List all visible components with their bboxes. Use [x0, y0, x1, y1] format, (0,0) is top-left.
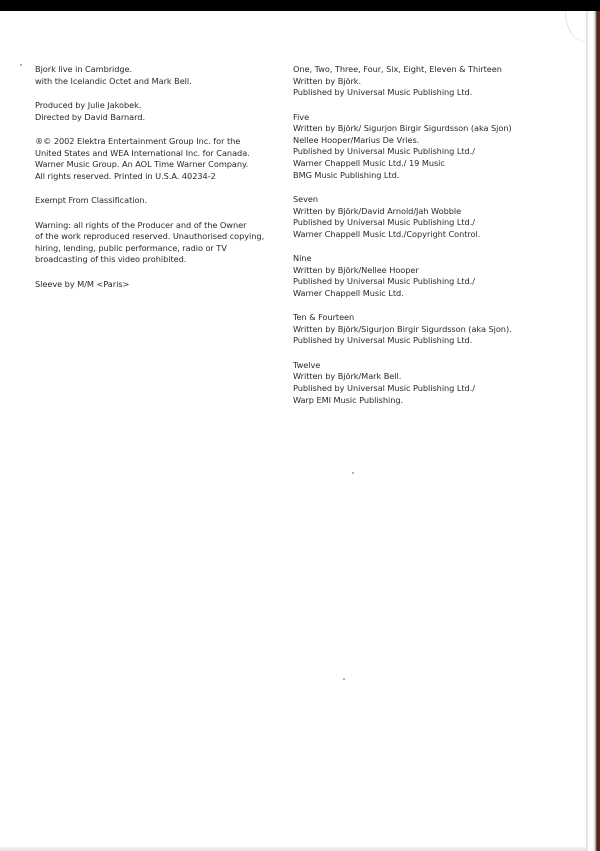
credits-line: Directed by David Barnard.	[35, 111, 146, 122]
credits-line: Warner Chappell Music Ltd./Copyright Control.	[293, 228, 481, 239]
credits-line: BMG Music Publishing Ltd.	[293, 169, 400, 180]
song-credit-block	[293, 360, 563, 406]
song-title: One, Two, Three, Four, Six, Eight, Eleven & Thirteen	[293, 64, 502, 74]
credits-line: Warning: all rights of the Producer and of the Owner	[35, 219, 247, 230]
credits-line: Written by Björk/ Sigurjon Birgir Sigurdsson (aka Sjon)	[293, 123, 512, 134]
credits-line: with the Icelandic Octet and Mark Bell.	[35, 75, 192, 86]
song-credit-block	[293, 112, 563, 182]
credits-line: Published by Universal Music Publishing Ltd./	[293, 276, 475, 287]
credits-line: Written by Björk/Sigurjon Birgir Sigurdsson (aka Sjon).	[293, 323, 512, 334]
paper-corner-fold	[565, 11, 586, 42]
dust-speck	[343, 678, 345, 680]
credits-line: Warner Chappell Music Ltd.	[293, 287, 404, 298]
credits-line: Warp EMI Music Publishing.	[293, 394, 404, 405]
right-songwriting-column	[293, 64, 563, 419]
song-title: Ten & Fourteen	[293, 312, 355, 323]
credits-line: United States and WEA International Inc. for Canada.	[35, 147, 250, 158]
credits-line: Published by Universal Music Publishing Ltd.	[293, 335, 473, 346]
song-credit-block	[293, 64, 563, 99]
classification-paragraph	[35, 195, 275, 207]
credits-line: broadcasting of this video prohibited.	[35, 254, 187, 265]
credits-line: Published by Universal Music Publishing Ltd./	[293, 383, 475, 394]
sleeve-credit-paragraph	[35, 279, 275, 291]
credits-line: Sleeve by M/M <Paris>	[35, 278, 130, 289]
song-credit-block	[293, 312, 563, 347]
warning-paragraph	[35, 220, 275, 266]
credits-line: Written by Björk.	[293, 75, 362, 86]
credits-line: hiring, lending, public performance, radio or TV	[35, 242, 227, 253]
credits-line: Published by Universal Music Publishing Ltd.	[293, 87, 473, 98]
scan-top-edge	[0, 0, 600, 11]
credits-line: Bjork live in Cambridge.	[35, 64, 133, 74]
dust-speck	[20, 64, 22, 66]
scan-right-edge	[586, 11, 600, 851]
credits-line: Nellee Hooper/Marius De Vries.	[293, 134, 420, 145]
credits-line: Warner Music Group. An AOL Time Warner Company.	[35, 159, 249, 170]
song-credit-block	[293, 194, 563, 240]
credits-line: Written by Björk/Mark Bell.	[293, 371, 402, 382]
copyright-paragraph	[35, 136, 275, 182]
song-title: Seven	[293, 193, 319, 204]
credits-paragraph	[35, 100, 275, 123]
song-title: Five	[293, 111, 310, 122]
credits-line: Published by Universal Music Publishing Ltd./	[293, 146, 475, 157]
dust-speck	[352, 472, 354, 474]
credits-line: Written by Björk/David Arnold/Jah Wobble	[293, 205, 462, 216]
credits-line: Warner Chappell Music Ltd./ 19 Music	[293, 157, 445, 168]
credits-line: Exempt From Classification.	[35, 195, 148, 206]
credits-line: ®© 2002 Elektra Entertainment Group Inc. for the	[35, 135, 241, 146]
credits-line: Produced by Julie Jakobek.	[35, 99, 142, 110]
song-title: Nine	[293, 253, 312, 264]
credits-line: All rights reserved. Printed in U.S.A. 40234-2	[35, 170, 216, 181]
left-credits-column	[35, 64, 275, 303]
song-title: Twelve	[293, 359, 321, 370]
credits-line: of the work reproduced reserved. Unauthorised copying,	[35, 231, 265, 242]
scan-bottom-edge	[0, 847, 586, 851]
credits-paragraph	[35, 64, 275, 87]
song-credit-block	[293, 253, 563, 299]
credits-line: Written by Björk/Nellee Hooper	[293, 264, 419, 275]
credits-line: Published by Universal Music Publishing Ltd./	[293, 217, 475, 228]
